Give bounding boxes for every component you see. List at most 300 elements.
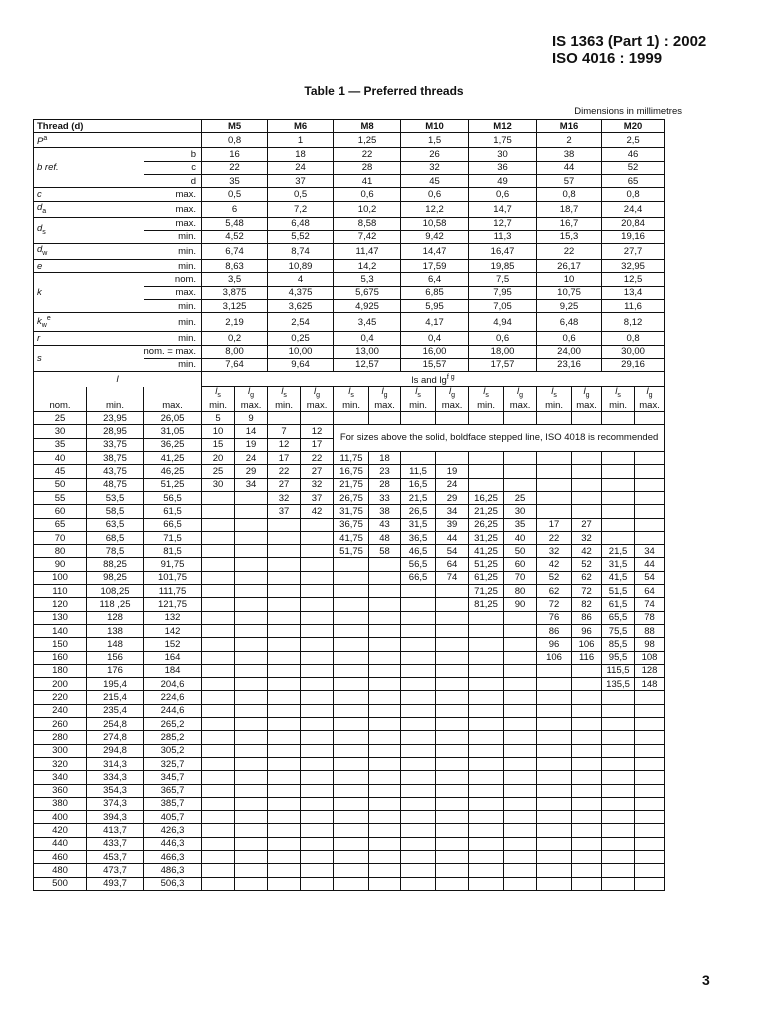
ls-lg-value [469,824,504,837]
ls-lg-value [334,651,369,664]
length-max: 506,3 [144,877,202,890]
ls-lg-value: 37 [301,491,334,504]
qualifier: b [144,148,202,161]
ls-lg-value [602,518,635,531]
ls-lg-value [369,811,401,824]
ls-lg-value [504,811,537,824]
ls-lg-value [334,837,369,850]
document-header [552,33,706,67]
ls-lg-value [469,771,504,784]
value-cell: 41 [334,175,401,188]
ls-lg-value [334,757,369,770]
ls-lg-value [436,611,469,624]
length-header [34,372,202,387]
table-row [34,691,665,704]
ls-lg-value [602,491,635,504]
ls-lg-value: 108 [635,651,665,664]
ls-lg-value [301,850,334,863]
length-nom: 120 [34,598,87,611]
value-cell: 17,57 [469,358,537,371]
length-nom: 180 [34,664,87,677]
ls-lg-value [202,558,235,571]
length-nom: 40 [34,452,87,465]
ls-lg-value [602,731,635,744]
ls-lg-value [572,757,602,770]
value-cell: 16,47 [469,244,537,260]
lg-bound: max. [374,400,395,412]
value-cell: 8,58 [334,217,401,230]
length-nom: 160 [34,651,87,664]
ls-lg-value [235,691,268,704]
ls-subscript: s [350,392,354,400]
length-min: 28,95 [87,425,144,438]
ls-lg-value [202,491,235,504]
ls-symbol: l [281,386,284,398]
ls-lg-value [401,731,436,744]
lg-bound: max. [306,400,328,412]
value-cell: 57 [537,175,602,188]
parameter-symbol: k [37,316,42,328]
ls-lg-value [369,850,401,863]
value-cell: 4,17 [401,313,469,332]
qualifier: min. [144,299,202,312]
length-min: 118 ,25 [87,598,144,611]
ls-lg-value: 15 [202,438,235,451]
ls-lg-value [504,864,537,877]
ls-lg-value [369,864,401,877]
ls-lg-value: 148 [635,678,665,691]
ls-lg-value: 36,75 [334,518,369,531]
lg-subscript: g [648,392,653,400]
ls-lg-value [235,850,268,863]
ls-lg-value [436,824,469,837]
ls-lg-value [436,664,469,677]
table-row [34,837,665,850]
ls-lg-value [202,638,235,651]
lg-bound: max. [639,400,660,412]
value-cell: 45 [401,175,469,188]
ls-lg-value [235,797,268,810]
table-row [34,651,665,664]
ls-lg-value [572,691,602,704]
ls-lg-value [469,412,504,425]
length-max-header: max. [144,387,202,412]
ls-lg-value: 74 [635,598,665,611]
ls-lg-value [202,877,235,890]
ls-lg-value [436,837,469,850]
ls-lg-value [301,837,334,850]
ls-lg-value [602,505,635,518]
ls-symbol: l [348,386,351,398]
ls-lg-value [504,624,537,637]
table-row [34,824,665,837]
ls-lg-value: 22 [268,465,301,478]
ls-lg-value [401,757,436,770]
ls-lg-value: 23 [369,465,401,478]
ls-lg-value [401,704,436,717]
ls-lg-value [235,505,268,518]
value-cell: 1,25 [334,133,401,148]
ls-lg-value: 19 [235,438,268,451]
ls-lg-value [268,638,301,651]
ls-lg-value [602,718,635,731]
length-nom: 400 [34,811,87,824]
value-cell: 6,48 [537,313,602,332]
value-cell: 4 [268,273,334,286]
ls-lg-value: 98 [635,638,665,651]
ls-lg-value [401,651,436,664]
length-min: 413,7 [87,824,144,837]
ls-lg-value [235,638,268,651]
ls-lg-value [469,837,504,850]
ls-header [202,387,235,412]
ls-lg-value: 25 [202,465,235,478]
ls-lg-value: 11,5 [401,465,436,478]
value-cell: 0,8 [537,188,602,201]
ls-lg-value: 90 [504,598,537,611]
value-cell: 10,75 [537,286,602,299]
ls-lg-value: 72 [537,598,572,611]
value-cell: 16,7 [537,217,602,230]
value-cell: 35 [202,175,268,188]
lg-symbol: l [583,386,586,398]
ls-lg-value: 61,25 [469,571,504,584]
length-max: 244,6 [144,704,202,717]
parameter-symbol: b ref. [37,162,59,174]
ls-lg-value: 40 [504,531,537,544]
qualifier: d [144,175,202,188]
length-min: 88,25 [87,558,144,571]
ls-lg-value: 80 [504,585,537,598]
length-max: 486,3 [144,864,202,877]
ls-lg-value [268,678,301,691]
ls-lg-value [572,824,602,837]
ls-lg-value [369,412,401,425]
length-max: 446,3 [144,837,202,850]
length-max: 66,5 [144,518,202,531]
ls-lg-value: 44 [635,558,665,571]
qualifier: max. [144,286,202,299]
ls-lg-value: 32 [572,531,602,544]
ls-lg-value: 31,5 [401,518,436,531]
ls-lg-value [268,784,301,797]
length-nom: 25 [34,412,87,425]
ls-lg-value [401,598,436,611]
thread-header [34,120,202,133]
ls-lg-value [235,545,268,558]
length-min: 254,8 [87,718,144,731]
ls-lg-value: 31,5 [602,558,635,571]
ls-symbol: l [215,386,218,398]
length-nom: 70 [34,531,87,544]
ls-lg-value [334,412,369,425]
ls-lg-value: 64 [436,558,469,571]
ls-lg-value [202,718,235,731]
ls-lg-value: 24 [436,478,469,491]
ls-lg-value: 17 [268,452,301,465]
ls-symbol: l [415,386,418,398]
value-cell: 15,57 [401,358,469,371]
ls-lg-value [572,784,602,797]
parameter-symbol: d [37,244,43,256]
length-max: 121,75 [144,598,202,611]
ls-lg-value: 28 [369,478,401,491]
ls-lg-value: 41,5 [602,571,635,584]
ls-lg-value [401,824,436,837]
length-max: 265,2 [144,718,202,731]
ls-lg-value: 106 [572,638,602,651]
ls-lg-value [635,531,665,544]
value-cell: 7,05 [469,299,537,312]
length-min: 78,5 [87,545,144,558]
ls-lg-value [401,837,436,850]
parameter-superscript: e [46,315,51,323]
ls-lg-value [202,864,235,877]
table-row [34,718,665,731]
ls-lg-value [334,784,369,797]
ls-lg-value [602,757,635,770]
ls-lg-value: 26,75 [334,491,369,504]
length-min: 394,3 [87,811,144,824]
value-cell: 4,925 [334,299,401,312]
ls-lg-value: 10 [202,425,235,438]
lg-subscript: g [316,392,321,400]
lg-symbol: l [314,386,317,398]
ls-lg-value [369,757,401,770]
ls-header [537,387,572,412]
ls-lg-value: 50 [504,545,537,558]
value-cell: 5,675 [334,286,401,299]
ls-lg-value [469,664,504,677]
length-nom: 320 [34,757,87,770]
ls-lg-value [537,784,572,797]
ls-lg-value [334,585,369,598]
ls-lg-value [202,585,235,598]
length-nom: 360 [34,784,87,797]
ls-lg-value [301,611,334,624]
ls-lg-value [369,624,401,637]
value-cell: 0,8 [602,332,665,345]
ls-lg-value [436,452,469,465]
ls-lg-value [401,718,436,731]
value-cell: 7,95 [469,286,537,299]
ls-lg-value [537,491,572,504]
table-row [34,638,665,651]
ls-lg-value [235,571,268,584]
length-max: 305,2 [144,744,202,757]
ls-lg-value [504,731,537,744]
ls-lg-value [401,877,436,890]
value-cell: 0,8 [602,188,665,201]
ls-lg-value: 56,5 [401,558,436,571]
length-min: 215,4 [87,691,144,704]
ls-lg-value: 42 [537,558,572,571]
value-cell: 18,00 [469,345,537,358]
ls-lg-value: 78 [635,611,665,624]
ls-lg-value [537,678,572,691]
table-row [34,850,665,863]
ls-lg-value [334,704,369,717]
ls-lg-value: 72 [572,585,602,598]
ls-lg-value [235,837,268,850]
ls-lg-value: 7 [268,425,301,438]
ls-lg-value [504,718,537,731]
ls-lg-value: 16,5 [401,478,436,491]
length-max: 385,7 [144,797,202,810]
ls-lg-value: 22 [301,452,334,465]
value-cell: 6,4 [401,273,469,286]
value-cell: 0,2 [202,332,268,345]
value-cell: 0,4 [334,332,401,345]
ls-lg-value [436,678,469,691]
ls-lg-value [334,624,369,637]
ls-lg-value: 32 [268,491,301,504]
length-max: 41,25 [144,452,202,465]
parameter-symbol: r [37,332,41,344]
ls-lg-value: 61,5 [602,598,635,611]
ls-lg-value [504,678,537,691]
ls-lg-value: 54 [436,545,469,558]
ls-lg-value [369,797,401,810]
ls-lg-value [301,811,334,824]
value-cell: 5,95 [401,299,469,312]
ls-lg-value [202,824,235,837]
ls-lg-value [268,598,301,611]
qualifier: nom. = max. [144,345,202,358]
value-cell: 22 [537,244,602,260]
ls-lg-value [469,811,504,824]
length-max: 285,2 [144,731,202,744]
ls-lg-value [268,704,301,717]
ls-lg-value: 96 [537,638,572,651]
value-cell: 6 [202,201,268,217]
ls-lg-value [572,491,602,504]
ls-header [602,387,635,412]
ls-lg-value: 106 [537,651,572,664]
standard-number-iso: ISO 4016 : 1999 [552,50,663,67]
value-cell: 15,3 [537,230,602,243]
ls-lg-value [436,691,469,704]
ls-subscript: s [617,392,621,400]
ls-lg-value [268,412,301,425]
ls-lg-value [301,731,334,744]
ls-lg-value [504,651,537,664]
ls-lg-value [235,678,268,691]
ls-lg-value [602,465,635,478]
ls-lg-value [436,757,469,770]
ls-lg-value [369,877,401,890]
ls-lg-value [369,704,401,717]
ls-lg-value [235,771,268,784]
length-max: 345,7 [144,771,202,784]
ls-lg-value [602,744,635,757]
parameter-label-p [34,133,202,148]
ls-lg-superscript: f g [446,374,455,382]
value-cell: 8,63 [202,260,268,273]
value-cell: 17,59 [401,260,469,273]
lg-header [369,387,401,412]
length-min: 334,3 [87,771,144,784]
ls-lg-value: 34 [235,478,268,491]
ls-lg-value [202,784,235,797]
value-cell: 18,7 [537,201,602,217]
ls-lg-value [235,704,268,717]
ls-lg-value: 16,25 [469,491,504,504]
ls-lg-value [537,412,572,425]
ls-lg-value: 115,5 [602,664,635,677]
ls-lg-value [334,691,369,704]
parameter-label-kw [34,313,87,332]
length-min: 473,7 [87,864,144,877]
ls-lg-value [401,850,436,863]
lg-subscript: g [451,392,456,400]
ls-lg-value [334,771,369,784]
ls-lg-value [235,811,268,824]
ls-lg-value [635,412,665,425]
value-cell: 9,42 [401,230,469,243]
lg-subscript: g [250,392,255,400]
ls-lg-value [436,744,469,757]
ls-lg-value [504,465,537,478]
ls-lg-value [268,545,301,558]
thread-size-m8: M8 [334,120,401,133]
value-cell: 13,00 [334,345,401,358]
ls-lg-value [301,744,334,757]
ls-lg-value [504,478,537,491]
ls-lg-value [401,585,436,598]
ls-lg-value [301,624,334,637]
ls-lg-value: 48 [369,531,401,544]
ls-lg-value [436,704,469,717]
ls-lg-value [504,850,537,863]
ls-lg-value [334,811,369,824]
ls-lg-value [602,850,635,863]
ls-lg-value: 76 [537,611,572,624]
ls-lg-value [301,757,334,770]
value-cell: 38 [537,148,602,161]
value-cell: 16 [202,148,268,161]
ls-lg-value [202,505,235,518]
ls-lg-value [504,412,537,425]
ls-lg-value [469,691,504,704]
ls-lg-value [369,691,401,704]
table-row [34,771,665,784]
ls-lg-value [635,731,665,744]
ls-lg-value [235,731,268,744]
parameter-symbol: c [37,188,42,200]
value-cell: 10 [537,273,602,286]
length-max: 111,75 [144,585,202,598]
lg-bound: max. [240,400,262,412]
ls-lg-value [537,837,572,850]
lg-subscript: g [519,392,524,400]
ls-lg-value: 54 [635,571,665,584]
value-cell: 8,00 [202,345,268,358]
value-cell: 32,95 [602,260,665,273]
ls-lg-value [268,531,301,544]
length-nom: 55 [34,491,87,504]
ls-lg-value: 82 [572,598,602,611]
ls-lg-value [301,598,334,611]
value-cell: 0,6 [401,188,469,201]
ls-lg-value [572,452,602,465]
length-max: 61,5 [144,505,202,518]
value-cell: 32 [401,161,469,174]
table-row [34,478,665,491]
length-nom: 240 [34,704,87,717]
ls-lg-value [537,452,572,465]
ls-lg-value [235,864,268,877]
